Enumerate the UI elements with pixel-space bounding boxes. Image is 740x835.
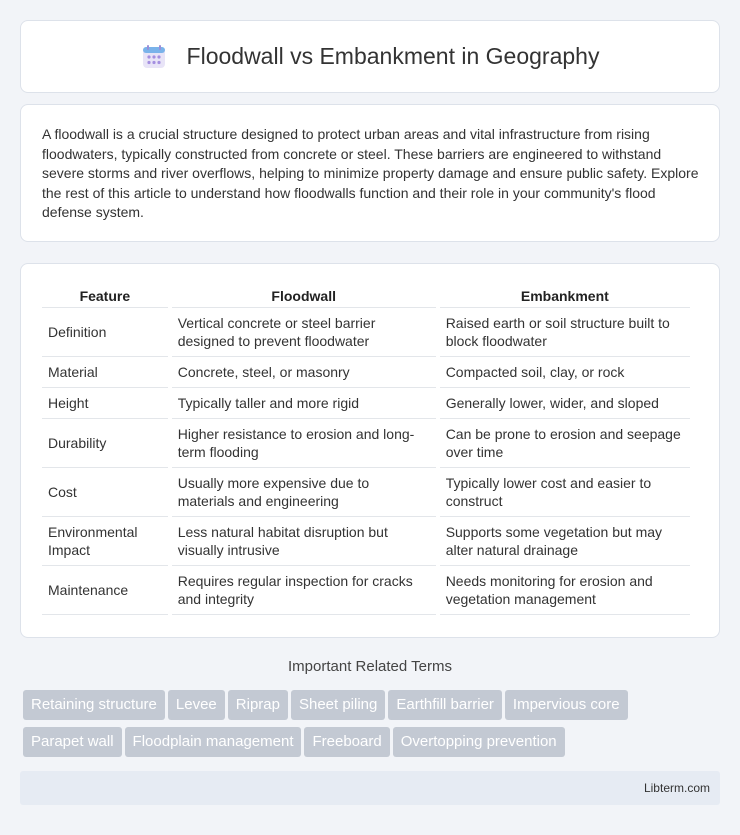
table-row: [42, 517, 690, 566]
comparison-card: [20, 263, 720, 638]
feature-cell: Durability: [42, 419, 168, 468]
column-header-floodwall: Floodwall: [172, 284, 436, 308]
embankment-cell: Compacted soil, clay, or rock: [440, 357, 690, 388]
table-row: [42, 468, 690, 517]
embankment-cell: Generally lower, wider, and sloped: [440, 388, 690, 419]
embankment-cell: Can be prone to erosion and seepage over time: [440, 419, 690, 468]
page-title: Floodwall vs Embankment in Geography: [186, 43, 600, 69]
feature-cell: Maintenance: [42, 566, 168, 615]
embankment-cell: Typically lower cost and easier to construct: [440, 468, 690, 517]
feature-cell: Material: [42, 357, 168, 388]
table-row: [42, 308, 690, 357]
table-row: [42, 566, 690, 615]
table-row: [42, 388, 690, 419]
feature-cell: Definition: [42, 308, 168, 357]
table-header-row: [42, 284, 690, 308]
feature-cell: Cost: [42, 468, 168, 517]
tag-impervious-core[interactable]: Impervious core: [505, 690, 628, 720]
comparison-table: [38, 284, 694, 615]
floodwall-cell: Requires regular inspection for cracks and integrity: [172, 566, 436, 615]
tag-parapet-wall[interactable]: Parapet wall: [23, 727, 122, 757]
tag-earthfill-barrier[interactable]: Earthfill barrier: [388, 690, 502, 720]
floodwall-cell: Less natural habitat disruption but visually intrusive: [172, 517, 436, 566]
tag-levee[interactable]: Levee: [168, 690, 225, 720]
tag-riprap[interactable]: Riprap: [228, 690, 288, 720]
tag-floodplain-management[interactable]: Floodplain management: [125, 727, 302, 757]
floodwall-cell: Higher resistance to erosion and long-term flooding: [172, 419, 436, 468]
floodwall-cell: Vertical concrete or steel barrier designed to prevent floodwater: [172, 308, 436, 357]
tag-retaining-structure[interactable]: Retaining structure: [23, 690, 165, 720]
embankment-cell: Supports some vegetation but may alter natural drainage: [440, 517, 690, 566]
intro-paragraph: A floodwall is a crucial structure designed to protect urban areas and vital infrastructure from rising floodwaters, typically constructed from concrete or steel. These barriers are engineered to withstand severe storms and river overflows, helping to minimize property damage and ensure public safety. Explore the rest of this article to understand how floodwalls function and their role in your community's flood defense system.: [42, 126, 699, 221]
calendar-grid-icon: [141, 44, 167, 70]
intro-card: [20, 104, 720, 242]
column-header-embankment: Embankment: [440, 284, 690, 308]
footer-site-link[interactable]: Libterm.com: [643, 781, 710, 795]
related-terms-title: Important Related Terms: [288, 658, 452, 675]
column-header-feature: Feature: [42, 284, 168, 308]
table-row: [42, 357, 690, 388]
embankment-cell: Raised earth or soil structure built to block floodwater: [440, 308, 690, 357]
header-card: [20, 20, 720, 93]
related-terms-tags: [23, 690, 717, 764]
tag-overtopping-prevention[interactable]: Overtopping prevention: [393, 727, 565, 757]
tag-freeboard[interactable]: Freeboard: [304, 727, 389, 757]
feature-cell: Environmental Impact: [42, 517, 168, 566]
table-row: [42, 419, 690, 468]
footer: [20, 771, 720, 805]
feature-cell: Height: [42, 388, 168, 419]
floodwall-cell: Concrete, steel, or masonry: [172, 357, 436, 388]
embankment-cell: Needs monitoring for erosion and vegetation management: [440, 566, 690, 615]
tag-sheet-piling[interactable]: Sheet piling: [291, 690, 385, 720]
floodwall-cell: Typically taller and more rigid: [172, 388, 436, 419]
floodwall-cell: Usually more expensive due to materials and engineering: [172, 468, 436, 517]
